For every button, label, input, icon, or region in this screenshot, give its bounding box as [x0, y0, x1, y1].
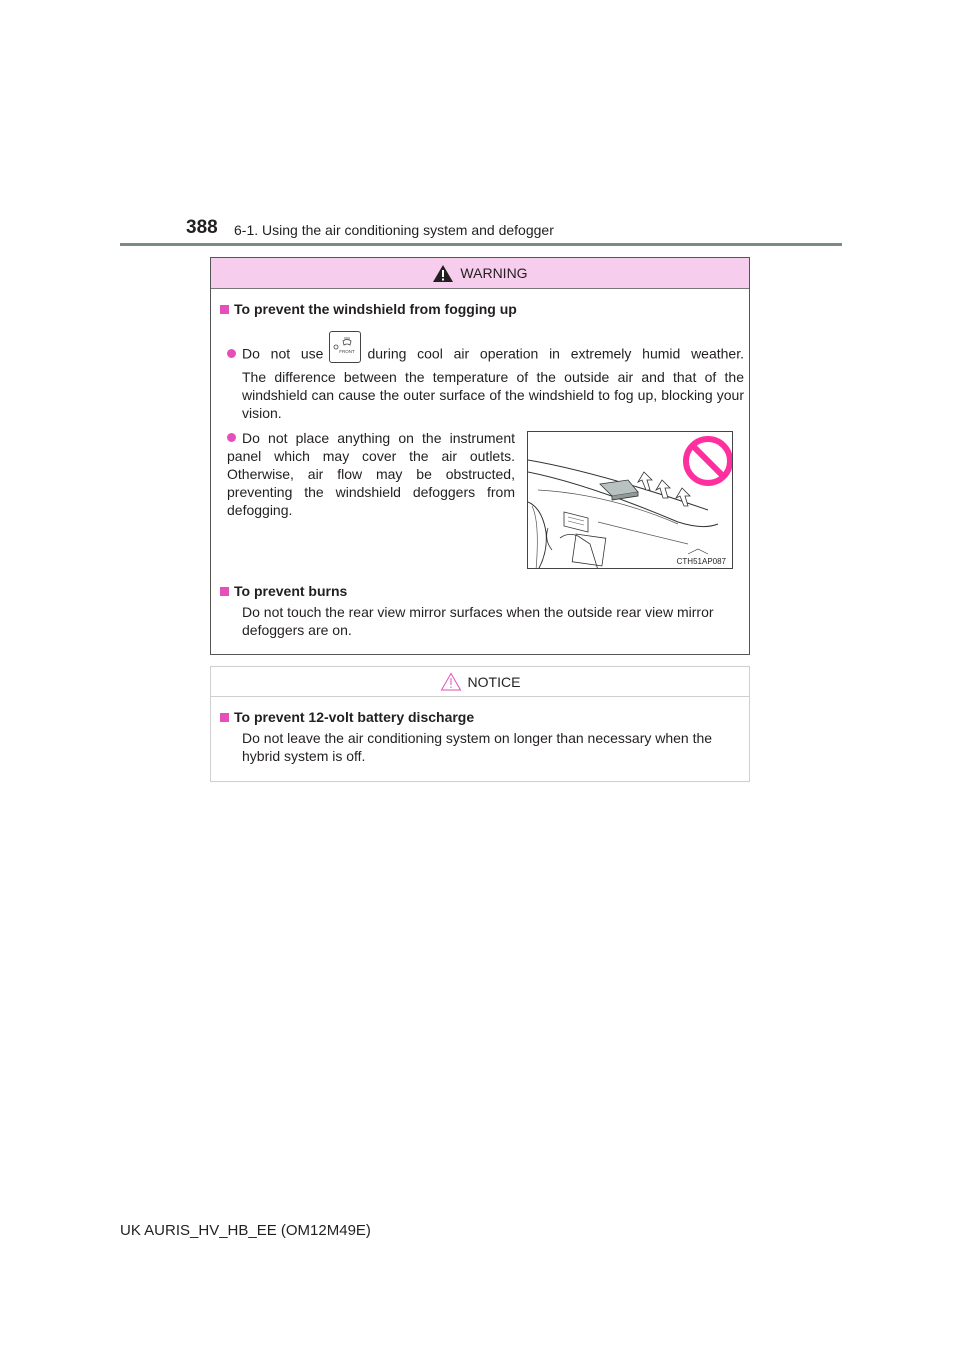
square-bullet-icon	[220, 587, 229, 596]
illustration-code: CTH51AP087	[676, 557, 726, 566]
notice-title: NOTICE	[467, 673, 521, 690]
heading-text: To prevent burns	[234, 583, 348, 599]
notice-triangle-icon	[440, 672, 462, 691]
round-bullet-icon	[227, 433, 236, 442]
heading-text: To prevent 12-volt battery discharge	[234, 709, 475, 725]
square-bullet-icon	[220, 713, 229, 722]
bullet1-continuation: The difference between the temperature of the outside air and that of the windshield can cause the outer surface of the windshield to fog up, blocking your vision.	[242, 369, 744, 421]
dashboard-illustration	[527, 431, 733, 569]
warning-header	[211, 258, 749, 289]
section-title: 6-1. Using the air conditioning system and defogger	[234, 222, 554, 238]
burns-text: Do not touch the rear view mirror surfaces when the outside rear view mirror defoggers are on.	[242, 604, 714, 638]
bullet-instrument-panel	[227, 429, 515, 519]
bullet1-pre-text: Do not use	[242, 345, 324, 362]
notice-box	[210, 666, 750, 782]
front-defogger-button-icon	[329, 331, 361, 363]
bullet1-post-text: during cool air operation in extremely humid weather.	[367, 345, 744, 362]
warning-title: WARNING	[460, 265, 528, 281]
page-number: 388	[186, 217, 218, 238]
warning-triangle-icon	[432, 264, 454, 283]
prohibited-icon	[686, 439, 730, 483]
bullet2-text: Do not place anything on the instrument panel which may cover the air outlets. Otherwise, air flow may be obstructed, preventing the windshield defoggers from defogging.	[227, 430, 515, 518]
header-rule	[120, 243, 842, 246]
round-bullet-icon	[227, 349, 236, 358]
notice-text: Do not leave the air conditioning system on longer than necessary when the hybrid system is off.	[242, 730, 713, 764]
bullet-do-not-use	[227, 339, 744, 371]
square-bullet-icon	[220, 305, 229, 314]
notice-heading	[220, 709, 474, 725]
front-label: FRONT	[339, 349, 356, 354]
notice-header	[211, 667, 749, 697]
heading-text: To prevent the windshield from fogging up	[234, 301, 517, 317]
warning-heading-burns	[220, 583, 347, 599]
dashboard-drawing	[528, 432, 733, 569]
footer-model: UK AURIS_HV_HB_EE (OM12M49E)	[120, 1222, 371, 1239]
warning-heading-fogging	[220, 301, 517, 317]
